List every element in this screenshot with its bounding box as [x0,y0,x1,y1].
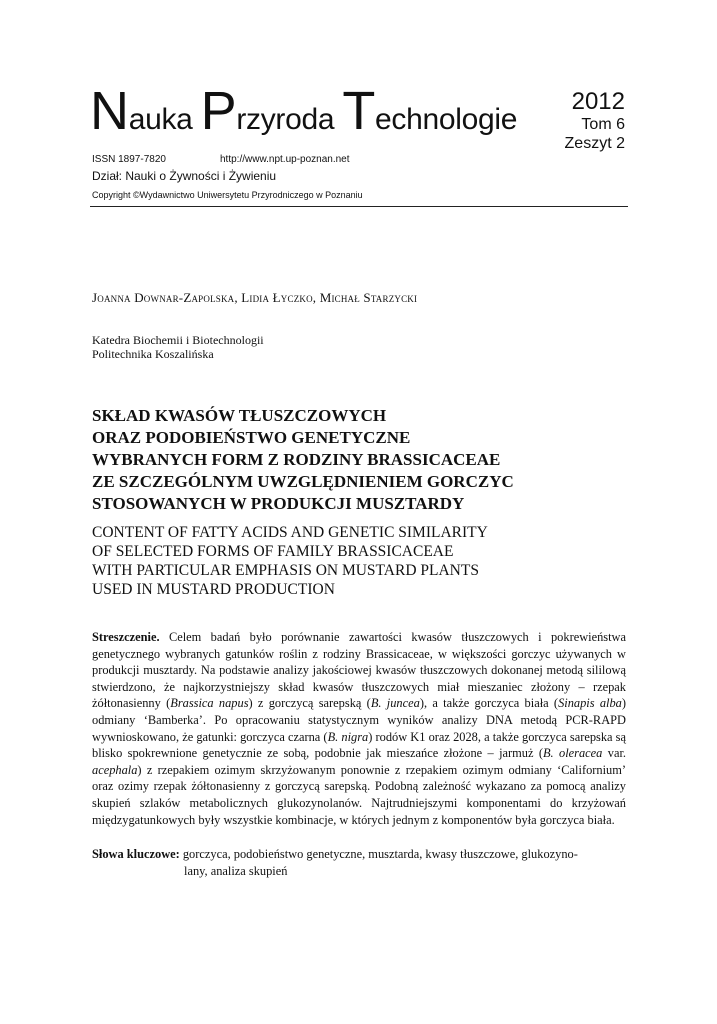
abstract-text: ) z gorczycą sarepską ( [248,696,371,711]
copyright-notice: Copyright ©Wydawnictwo Uniwersytetu Przyrodniczego w Poznaniu [92,190,363,200]
abstract-text: ) z rzepakiem ozimym skrzyżowanym ponownie z rzepakiem ozimym odmiany ‘Californium’ oraz ozimy rzepak żółtonasienny z gorczycą sarepską. Podobną zależność wykazano za pomocą analizy skupień szlaków metabolicznych glukozynolanów. Najtrudniejszymi komponentami do krzyżowań międzygatunkowych były wszystkie kombinacje, w których jednym z komponentów była gorczyca biała. [92,762,626,827]
header-divider [90,206,628,207]
keywords-text: gorczyca, podobieństwo genetyczne, musztarda, kwasy tłuszczowe, glukozyno- [179,847,578,861]
abstract [92,629,626,828]
abstract-text: var. [602,746,626,761]
issn: ISSN 1897-7820 [92,154,166,165]
journal-title-rest-echnologie: echnologie [375,103,518,136]
title-en-line: WITH PARTICULAR EMPHASIS ON MUSTARD PLANTS [92,562,479,579]
journal-title-initial-p: P [200,81,237,141]
title-pl-line: WYBRANYCH FORM Z RODZINY BRASSICACEAE [92,450,501,469]
species-name: B. nigra [327,729,369,744]
affiliation-department: Katedra Biochemii i Biotechnologii [92,333,264,347]
journal-title-initial-t: T [342,81,375,141]
issue-number: Zeszyt 2 [564,135,625,152]
keywords [92,846,626,879]
journal-section: Dział: Nauki o Żywności i Żywieniu [92,169,277,183]
title-pl-line: SKŁAD KWASÓW TŁUSZCZOWYCH [92,406,387,425]
abstract-text: ) rodów K1 oraz 2028, a także gorczyca sarepska są blisko spokrewnione genetycznie ze sobą, podobnie jak mieszańce złożone – jarmuż ( [92,729,626,761]
species-name: B. juncea [370,696,420,711]
title-pl-line: ORAZ PODOBIEŃSTWO GENETYCZNE [92,428,411,447]
species-name: acephala [92,762,138,777]
article-title-english [92,523,632,599]
abstract-label: Streszczenie. [92,630,160,644]
article-title-polish [92,405,632,515]
title-pl-line: ZE SZCZEGÓLNYM UWZGLĘDNIENIEM GORCZYC [92,472,514,491]
title-pl-line: STOSOWANYCH W PRODUKCJI MUSZTARDY [92,494,465,513]
journal-title [90,81,518,141]
article-authors: Joanna Downar-Zapolska, Lidia Łyczko, Michał Starzycki [92,290,418,305]
title-en-line: OF SELECTED FORMS OF FAMILY BRASSICACEAE [92,543,454,560]
species-name: Brassica napus [170,696,249,711]
abstract-text: ) odmiany ‘Bamberka’. Po opracowaniu statystycznym wyników analizy DNA metodą PCR-RAPD wywnioskowano, że gatunki: gorczyca czarna ( [92,696,627,744]
journal-url[interactable]: http://www.npt.up-poznan.net [220,154,350,165]
species-name: Sinapis alba [558,696,622,711]
journal-title-rest-rzyroda: rzyroda [236,103,335,136]
journal-title-initial-n: N [90,81,129,141]
issue-year: 2012 [571,88,625,115]
journal-title-rest-auka: auka [128,103,193,136]
abstract-text: ), a także gorczyca biała ( [419,696,559,711]
issue-volume: Tom 6 [581,116,625,133]
title-en-line: CONTENT OF FATTY ACIDS AND GENETIC SIMILARITY [92,524,488,541]
abstract-text: Celem badań było porównanie zawartości kwasów tłuszczowych i pokrewieństwa genetycznego wybranych gatunków roślin z rodziny Brassicaceae, w większości gorczyc używanych w produkcji musztardy. Na podstawie analizy jakościowej kwasów tłuszczowych dokonanej metodą sililową stwierdzono, że najkorzystniejszy skład kwasów tłuszczowych miał mieszaniec złożony – rzepak żółtonasienny ( [92,630,626,711]
keywords-label: Słowa kluczowe: [92,847,180,861]
keywords-text-continued: lany, analiza skupień [184,863,288,878]
title-en-line: USED IN MUSTARD PRODUCTION [92,581,335,598]
species-name: B. oleracea [542,746,603,761]
affiliation-university: Politechnika Koszalińska [92,347,214,361]
